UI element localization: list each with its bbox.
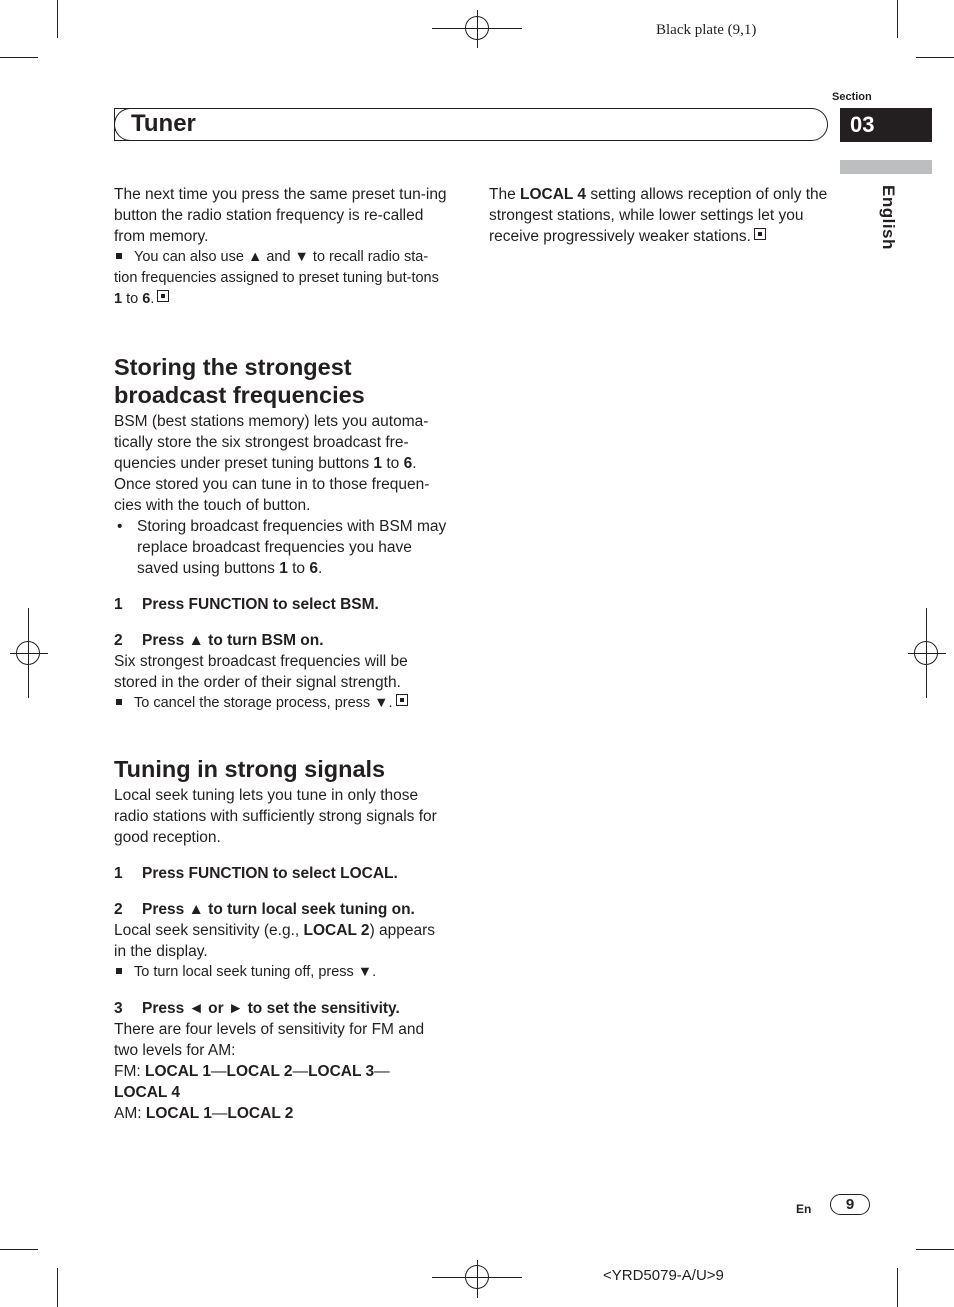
footer-language-code: En [796,1202,812,1216]
note-square-icon [116,253,122,259]
crop-mark [57,1268,58,1307]
local-step-2: 2 Press ▲ to turn local seek tuning on. [114,901,415,918]
bullet-dot-icon: • [117,518,123,535]
register-circle [465,16,489,40]
bsm-heading: Storing the strongest broadcast frequencies [114,354,365,408]
bsm-step-1: 1 Press FUNCTION to select BSM. [114,596,379,613]
language-tab [840,160,932,174]
crop-mark [916,57,954,58]
language-label: English [879,185,898,250]
local-step-3: 3 Press ◄ or ► to set the sensitivity. [114,1000,400,1017]
end-mark-icon [396,694,408,706]
crop-mark [0,1249,38,1250]
chapter-title-bar [114,108,828,141]
local-step-2-note: To turn local seek tuning off, press ▼. [114,962,450,983]
crop-mark [0,57,38,58]
crop-mark [916,1249,954,1250]
end-mark-icon [754,228,766,240]
local-step-2-text: Local seek sensitivity (e.g., LOCAL 2) appears in the display. [114,922,436,960]
fm-levels: FM: LOCAL 1—LOCAL 2—LOCAL 3— LOCAL 4 [114,1063,390,1101]
intro-paragraph: The next time you press the same preset tun-ing button the radio station frequency is re-called from memory. [114,186,447,245]
register-circle [914,641,938,665]
crop-mark [897,0,898,38]
note-square-icon [116,968,122,974]
local-step-1: 1 Press FUNCTION to select LOCAL. [114,865,398,882]
am-levels: AM: LOCAL 1—LOCAL 2 [114,1105,294,1122]
register-circle [16,641,40,665]
left-column [114,184,450,1124]
crop-mark [57,0,58,38]
strong-signals-heading: Tuning in strong signals [114,756,386,782]
bsm-bullet: • Storing broadcast frequencies with BSM may replace broadcast frequencies you have saved using buttons 1 to 6. [117,518,447,577]
strong-paragraph: Local seek tuning lets you tune in only those radio stations with sufficiently strong signals for good reception. [114,787,437,846]
section-label: Section [832,91,872,103]
bsm-paragraph: BSM (best stations memory) lets you automa-tically store the six strongest broadcast fre-quencies under preset tuning buttons 1 to 6. Once stored you can tune in to those frequen-cies with the touch of button. [114,413,430,514]
bsm-step-2-text: Six strongest broadcast frequencies will be stored in the order of their signal strength. [114,653,408,691]
register-circle [465,1265,489,1289]
document-code: <YRD5079-A/U>9 [603,1267,724,1284]
bsm-step-2-note: To cancel the storage process, press ▼. [114,693,450,714]
chapter-title: Tuner [131,110,196,137]
section-number: 03 [840,108,932,142]
end-mark-icon [157,290,169,302]
intro-note: You can also use ▲ and ▼ to recall radio sta-tion frequencies assigned to preset tuning but-tons 1 to 6. [114,249,439,307]
local-step-3-text: There are four levels of sensitivity for FM and two levels for AM: [114,1021,425,1059]
right-column [489,184,829,247]
local4-paragraph: The LOCAL 4 setting allows reception of only the strongest stations, while lower settings let you receive progressively weaker stations. [489,186,828,245]
note-square-icon [116,699,122,705]
bsm-step-2: 2 Press ▲ to turn BSM on. [114,632,324,649]
page-number: 9 [830,1194,870,1215]
plate-label: Black plate (9,1) [656,22,757,38]
crop-mark [897,1268,898,1307]
